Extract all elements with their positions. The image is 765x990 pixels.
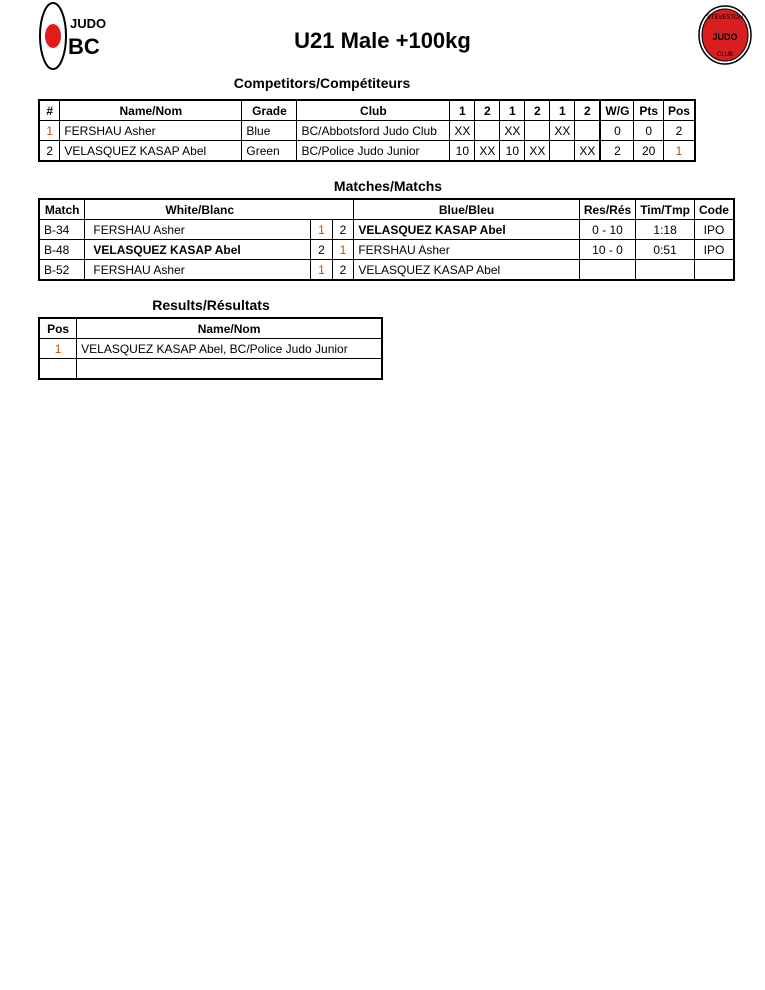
col-header: 1 (450, 100, 475, 121)
result-position (39, 359, 77, 380)
competitor-points: 0 (634, 121, 664, 141)
white-number: 1 (311, 260, 333, 281)
col-header: Grade (242, 100, 297, 121)
blue-competitor: VELASQUEZ KASAP Abel (354, 220, 579, 240)
round-cell: XX (575, 141, 601, 162)
col-header: # (39, 100, 60, 121)
match-code: IPO (694, 240, 734, 260)
results-table (38, 317, 383, 380)
match-time: 0:51 (636, 240, 695, 260)
round-cell: 10 (450, 141, 475, 162)
round-cell: XX (475, 141, 500, 162)
round-cell: XX (550, 121, 575, 141)
col-header: 2 (525, 100, 550, 121)
col-header: Name/Nom (77, 318, 382, 339)
round-cell (475, 121, 500, 141)
col-header: White/Blanc (85, 199, 354, 220)
match-time: 1:18 (636, 220, 695, 240)
competitor-position: 2 (663, 121, 695, 141)
competitors-header-row (39, 100, 695, 121)
table-row (39, 359, 382, 380)
col-header: Pos (39, 318, 77, 339)
result-name: VELASQUEZ KASAP Abel, BC/Police Judo Junior (77, 339, 382, 359)
white-number: 2 (311, 240, 333, 260)
blue-number: 1 (332, 240, 354, 260)
col-header: Res/Rés (579, 199, 635, 220)
match-result: 0 - 10 (579, 220, 635, 240)
competitor-number: 1 (39, 121, 60, 141)
result-position: 1 (39, 339, 77, 359)
competitors-table (38, 99, 696, 162)
competitor-grade: Blue (242, 121, 297, 141)
white-competitor: VELASQUEZ KASAP Abel (85, 240, 311, 260)
match-time (636, 260, 695, 281)
competitor-club: BC/Police Judo Junior (297, 141, 450, 162)
seal-bottom-text: CLUB (716, 52, 734, 58)
round-cell: XX (525, 141, 550, 162)
seal-top-text: STEVESTON (706, 15, 744, 21)
white-number: 1 (311, 220, 333, 240)
round-cell: 10 (500, 141, 525, 162)
match-code (694, 260, 734, 281)
col-header: 1 (550, 100, 575, 121)
results-header-row (39, 318, 382, 339)
round-cell (525, 121, 550, 141)
round-cell: XX (500, 121, 525, 141)
table-row (39, 339, 382, 359)
table-row (39, 260, 734, 281)
white-competitor: FERSHAU Asher (85, 260, 311, 281)
col-header: W/G (600, 100, 634, 121)
white-competitor: FERSHAU Asher (85, 220, 311, 240)
competitor-club: BC/Abbotsford Judo Club (297, 121, 450, 141)
competitor-wins: 2 (600, 141, 634, 162)
col-header: Tim/Tmp (636, 199, 695, 220)
blue-competitor: FERSHAU Asher (354, 240, 579, 260)
col-header: Code (694, 199, 734, 220)
matches-header-row (39, 199, 734, 220)
round-cell: XX (450, 121, 475, 141)
table-row (39, 121, 695, 141)
col-header: Club (297, 100, 450, 121)
blue-competitor: VELASQUEZ KASAP Abel (354, 260, 579, 281)
seal-center-text: JUDO (712, 32, 738, 42)
match-id: B-34 (39, 220, 85, 240)
col-header: Blue/Bleu (354, 199, 579, 220)
logo-bc-text: BC (68, 34, 100, 59)
competitor-name: FERSHAU Asher (60, 121, 242, 141)
round-cell (575, 121, 601, 141)
blue-number: 2 (332, 260, 354, 281)
round-cell (550, 141, 575, 162)
match-result (579, 260, 635, 281)
col-header: Name/Nom (60, 100, 242, 121)
col-header: Match (39, 199, 85, 220)
result-name (77, 359, 382, 380)
logo-judo-text: JUDO (70, 16, 107, 31)
competitor-wins: 0 (600, 121, 634, 141)
blue-number: 2 (332, 220, 354, 240)
table-row (39, 220, 734, 240)
match-code: IPO (694, 220, 734, 240)
col-header: Pts (634, 100, 664, 121)
competitor-grade: Green (242, 141, 297, 162)
table-row (39, 141, 695, 162)
page-title: U21 Male +100kg (294, 28, 471, 53)
matches-title: Matches/Matchs (333, 178, 443, 194)
match-id: B-48 (39, 240, 85, 260)
club-seal-logo (697, 4, 753, 66)
competitor-points: 20 (634, 141, 664, 162)
results-title: Results/Résultats (152, 297, 270, 313)
competitors-title: Competitors/Compétiteurs (233, 75, 411, 91)
col-header: Pos (663, 100, 695, 121)
competitor-position: 1 (663, 141, 695, 162)
competitor-number: 2 (39, 141, 60, 162)
match-id: B-52 (39, 260, 85, 281)
col-header: 2 (475, 100, 500, 121)
matches-table (38, 198, 735, 281)
col-header: 1 (500, 100, 525, 121)
competitor-name: VELASQUEZ KASAP Abel (60, 141, 242, 162)
table-row (39, 240, 734, 260)
match-result: 10 - 0 (579, 240, 635, 260)
col-header: 2 (575, 100, 601, 121)
